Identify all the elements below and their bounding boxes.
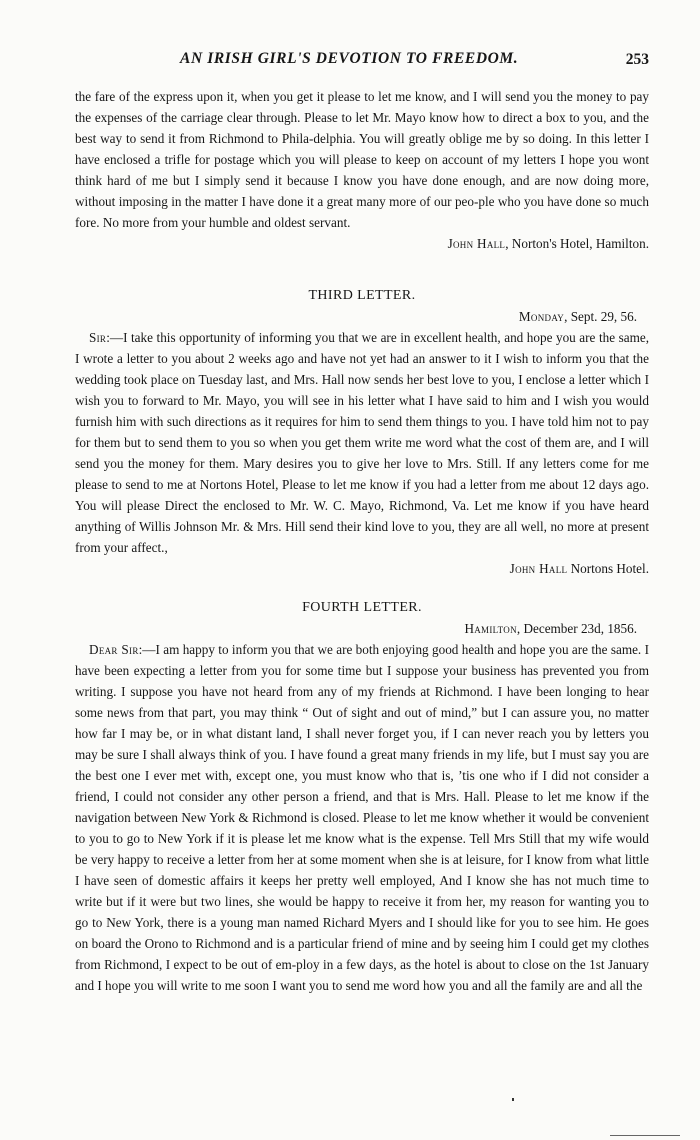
fourth-letter-body (75, 639, 649, 996)
signature-place: Nortons Hotel. (567, 561, 649, 576)
date-place: Hamilton (464, 621, 517, 636)
letter-two-signature (75, 233, 649, 254)
fourth-letter-title: FOURTH LETTER. (302, 600, 422, 615)
page-number: 253 (625, 51, 649, 68)
signature-place: , Norton's Hotel, Hamilton. (505, 236, 649, 251)
third-letter-date (75, 306, 649, 327)
ink-speck (512, 1098, 514, 1101)
bottom-rule-mark (610, 1135, 680, 1136)
salutation: Sir (89, 330, 107, 345)
third-letter-body (75, 327, 649, 558)
page-header (75, 50, 649, 86)
fourth-letter-date (75, 618, 649, 639)
date-day: Monday (518, 309, 565, 324)
date-rest: , Sept. 29, 56. (564, 309, 637, 324)
letter-two-closing-paragraph: the fare of the express upon it, when you get it please to let me know, and I will send you the money to pay the expenses of the carriage clear through. Please to let Mr. Mayo know how to direct a box to you, and the best way to send it from Richmond to Phila-delphia. You will greatly oblige me by so doing. In this letter I have enclosed a trifle for postage which you will please to keep on account of my letters I hope you wont think hard of me but I simply send it because I know you have done enough, and are now doing more, without imposing in the matter I have done it a great many more of our peo-ple who you have done so much fore. No more from your humble and oldest servant. (75, 89, 649, 230)
signature-name: John Hall (447, 236, 506, 251)
third-letter-signature (75, 558, 649, 579)
book-page (75, 50, 649, 996)
third-letter-title: THIRD LETTER. (308, 288, 416, 303)
running-head: AN IRISH GIRL'S DEVOTION TO FREEDOM. (180, 50, 519, 67)
signature-name: John Hall (509, 561, 568, 576)
salutation: Dear Sir (89, 642, 139, 657)
body-text: :—I am happy to inform you that we are both enjoying good health and hope you are the same. I have been expecting a letter from you for some time but I suppose your business has prevented you from writing. I suppose you have not heard from any of my friends at Richmond. I have been longing to hear some news from that part, you may think “ Out of sight and out of mind,” but I can assure you, no matter how far I may be, or in what distant land, I shall never forget you, if I can never reach you by letters you may be sure I shall always think of you. I have found a great many friends in my life, but I must say you are the best one I ever met with, except one, you must know who that is, ’tis one who if I did not consider a friend, I could not consider any other person a friend, and that is Mrs. Hall. Please to let me know if the navigation between New York & Richmond is closed. Please to let me know whether it would be convenient to you to go to New York if it is please let me know what is the expense. Tell Mrs Still that my wife would be very happy to receive a letter from her at some moment when she is at leisure, for I know from what little I have seen of domestic affairs it keeps her pretty well employed, And I know she has not much time to write but if it were but two lines, she would be happy to receive it from her, my reason for wanting you to go to New York, there is a young man named Richard Myers and I should like for you to see him. He goes on board the Orono to Richmond and is a particular friend of mine and by seeing him I could get my clothes from Richmond, I expect to be out of em-ploy in a few days, as the hotel is about to close on the 1st January and I hope you will write to me soon I want you to send me word how you and all the family are and all the (75, 642, 649, 993)
date-rest: , December 23d, 1856. (516, 621, 637, 636)
body-text: :—I take this opportunity of informing you that we are in excellent health, and hope you are the same, I wrote a letter to you about 2 weeks ago and have not yet had an answer to it I wish to inform you that the wedding took place on Tuesday last, and Mrs. Hall now sends her best love to you, I enclose a letter which I wish you to forward to Mr. Mayo, you will see in his letter what I have said to him and I wish you would furnish him with such directions as it requires for him to send them things to you. I have told him not to pay for them but to send them to you so when you get them write me word what the cost of them are, and I will send you the money for them. Mary desires you to give her love to Mrs. Still. If any letters come for me please to send to me at Nortons Hotel, Please to let me know if you had a letter from me about 12 days ago. You will please Direct the enclosed to Mr. W. C. Mayo, Richmond, Va. Let me know if you have heard anything of Willis Johnson Mr. & Mrs. Hill send their kind love to you, they are all well, no more at present from your affect., (75, 330, 649, 555)
